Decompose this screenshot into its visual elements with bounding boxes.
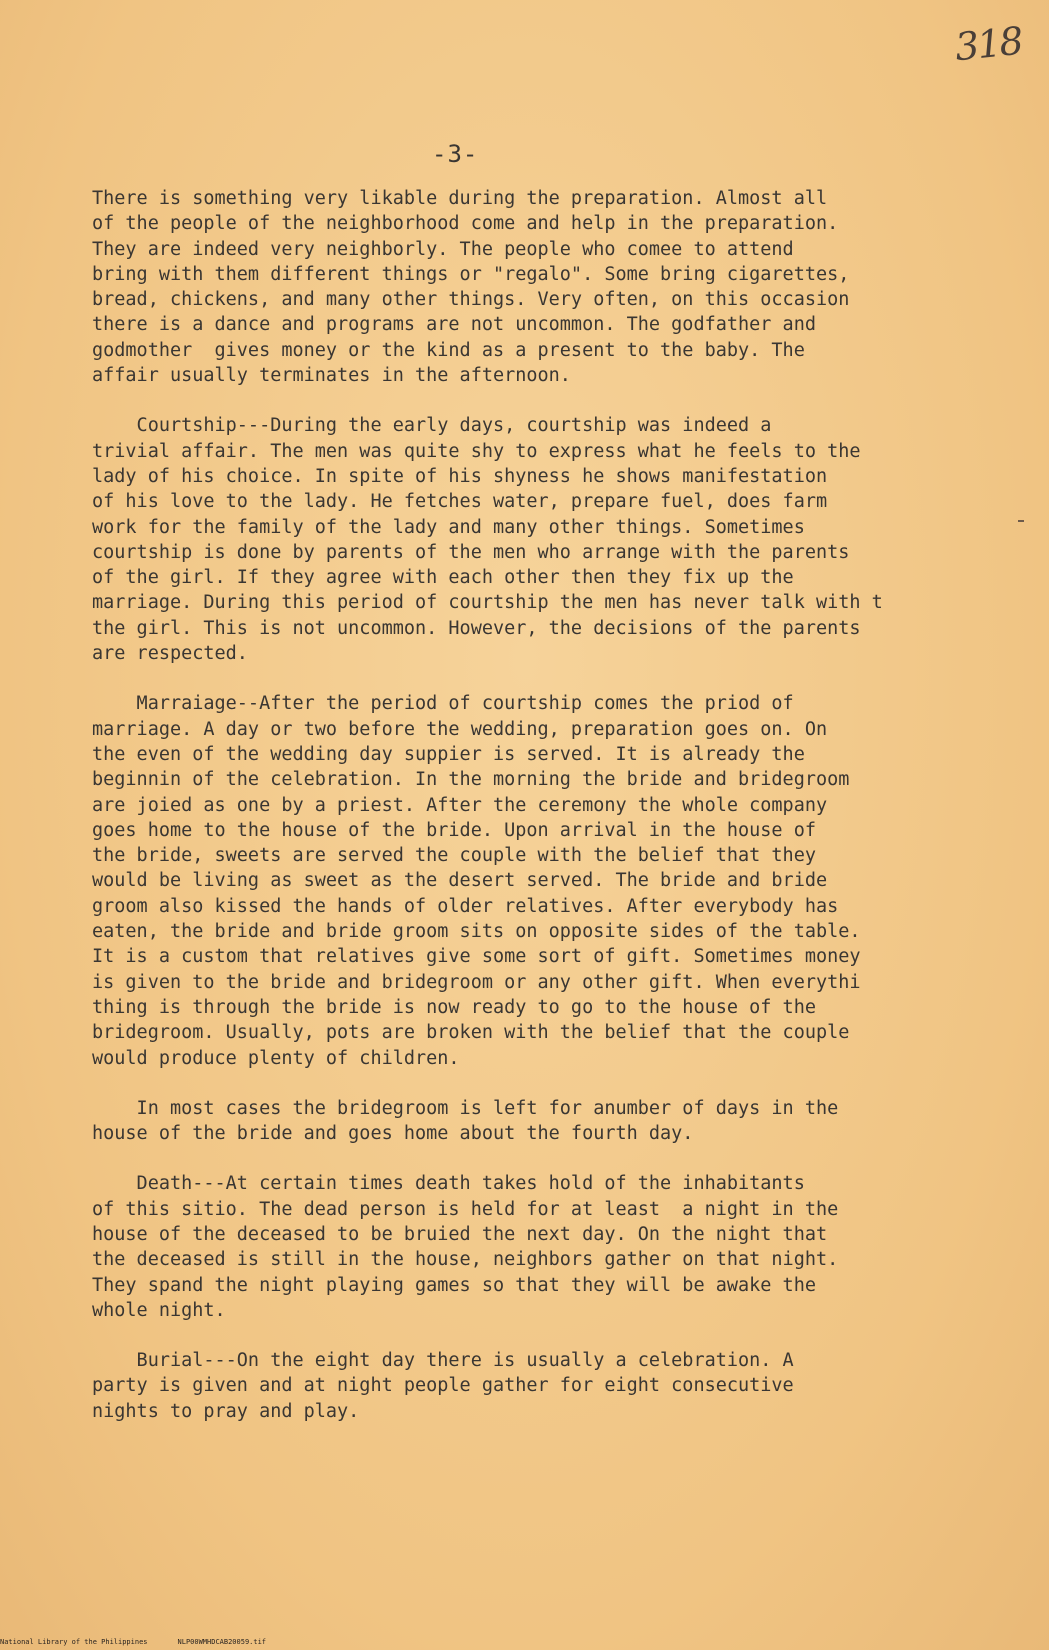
text-line: the bride, sweets are served the couple with the belief that they xyxy=(92,845,816,867)
text-line: are joied as one by a priest. After the ceremony the whole company xyxy=(92,794,828,816)
text-line: the deceased is still in the house, neighbors gather on that night. xyxy=(92,1249,839,1271)
text-line: beginnin of the celebration. In the morning the bride and bridegroom xyxy=(92,769,850,791)
text-line: house of the bride and goes home about the fourth day. xyxy=(92,1123,694,1145)
text-line: lady of his choice. In spite of his shyness he shows manifestation xyxy=(92,465,828,487)
handwritten-page-number: 318 xyxy=(952,18,1024,70)
scan-footer xyxy=(0,1638,266,1647)
text-line: They spand the night playing games so that they will be awake the xyxy=(92,1274,816,1296)
text-line: courtship is done by parents of the men who arrange with the parents xyxy=(92,541,850,563)
text-line: bread, chickens, and many other things. Very often, on this occasion xyxy=(92,289,850,311)
text-line: of the people of the neighborhood come and help in the preparation. xyxy=(92,213,839,235)
paragraph-bridegroom-stay xyxy=(92,1096,1012,1147)
text-line: of the girl. If they agree with each other then they fix up the xyxy=(92,567,794,589)
paragraph-burial xyxy=(92,1348,1012,1424)
page-number: -3- xyxy=(432,140,479,168)
text-line: of this sitio. The dead person is held for at least a night in the xyxy=(92,1198,839,1220)
text-line: bridegroom. Usually, pots are broken with the belief that the couple xyxy=(92,1022,850,1044)
text-line: thing is through the bride is now ready to go to the house of the xyxy=(92,996,816,1018)
text-line: Death---At certain times death takes hold of the inhabitants xyxy=(92,1173,805,1195)
text-line: Courtship---During the early days, courtship was indeed a xyxy=(92,415,772,437)
text-line: house of the deceased to be bruied the next day. On the night that xyxy=(92,1223,828,1245)
text-line: is given to the bride and bridegroom or any other gift. When everythi xyxy=(92,971,861,993)
text-line: the girl. This is not uncommon. However, the decisions of the parents xyxy=(92,617,861,639)
text-line: groom also kissed the hands of older relatives. After everybody has xyxy=(92,895,839,917)
footer-file-id: NLP00WMHDCAB20059.tif xyxy=(177,1638,267,1646)
text-line: would be living as sweet as the desert served. The bride and bride xyxy=(92,870,828,892)
text-line: would produce plenty of children. xyxy=(92,1047,460,1069)
text-line: They are indeed very neighborly. The people who comee to attend xyxy=(92,238,794,260)
text-line: there is a dance and programs are not uncommon. The godfather and xyxy=(92,314,816,336)
text-line: Marraiage--After the period of courtship comes the priod of xyxy=(92,693,794,715)
text-line: whole night. xyxy=(92,1299,226,1321)
text-line: bring with them different things or "regalo". Some bring cigarettes, xyxy=(92,263,850,285)
text-line: trivial affair. The men was quite shy to express what he feels to the xyxy=(92,440,861,462)
text-line: Burial---On the eight day there is usually a celebration. A xyxy=(92,1350,794,1372)
text-line: party is given and at night people gather for eight consecutive xyxy=(92,1375,794,1397)
text-line: In most cases the bridegroom is left for anumber of days in the xyxy=(92,1097,839,1119)
text-line: affair usually terminates in the afternoon. xyxy=(92,365,571,387)
paragraph-marriage xyxy=(92,691,1012,1070)
text-line: marriage. A day or two before the wedding, preparation goes on. On xyxy=(92,718,828,740)
text-line: It is a custom that relatives give some sort of gift. Sometimes money xyxy=(92,946,861,968)
text-line: work for the family of the lady and many other things. Sometimes xyxy=(92,516,805,538)
text-line: nights to pray and play. xyxy=(92,1400,360,1422)
text-line: of his love to the lady. He fetches water, prepare fuel, does farm xyxy=(92,491,828,513)
paragraph-death xyxy=(92,1171,1012,1323)
paragraph-courtship xyxy=(92,413,1012,666)
text-line: godmother gives money or the kind as a present to the baby. The xyxy=(92,339,805,361)
text-line: marriage. During this period of courtship the men has never talk with t xyxy=(92,592,883,614)
margin-mark xyxy=(1018,520,1024,522)
text-line: There is something very likable during the preparation. Almost all xyxy=(92,188,828,209)
text-line: goes home to the house of the bride. Upon arrival in the house of xyxy=(92,819,816,841)
paragraph-preparation xyxy=(92,186,1012,388)
footer-library: National Library of the Philippines xyxy=(0,1638,148,1646)
document-body xyxy=(92,186,1012,1449)
text-line: the even of the wedding day suppier is served. It is already the xyxy=(92,743,805,765)
text-line: eaten, the bride and bride groom sits on opposite sides of the table. xyxy=(92,921,861,943)
text-line: are respected. xyxy=(92,643,248,665)
